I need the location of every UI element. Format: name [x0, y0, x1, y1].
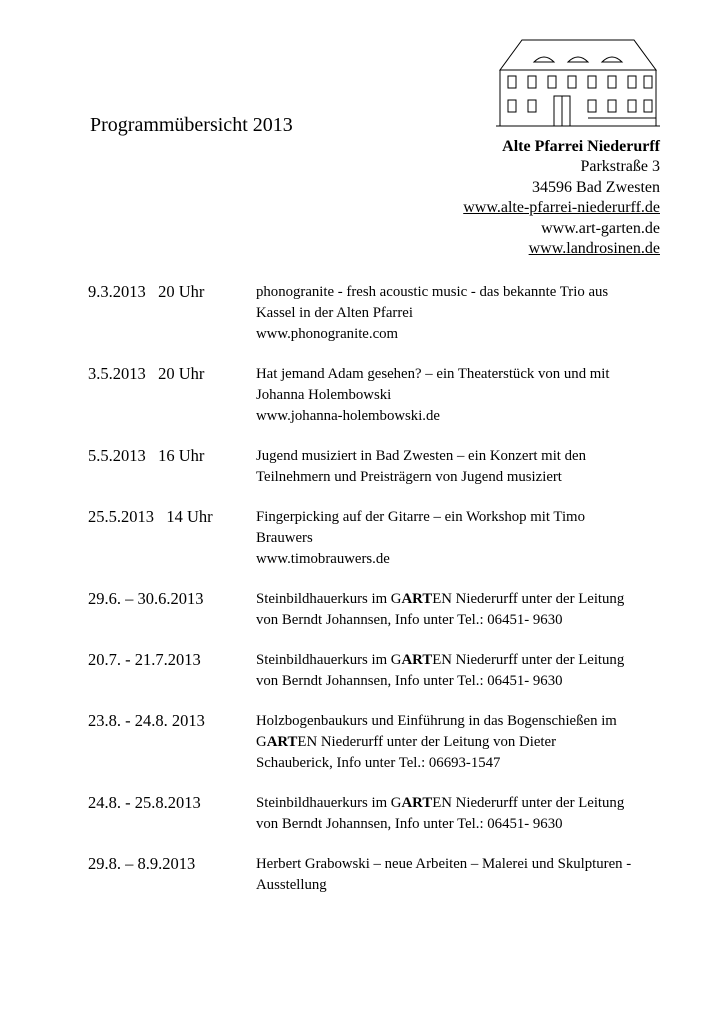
event-text-line: GARTEN Niederurff unter der Leitung von Dieter — [256, 734, 556, 750]
event-description — [256, 364, 668, 427]
event-row — [88, 507, 668, 570]
organization-name: Alte Pfarrei Niederurff — [502, 138, 660, 155]
website-link[interactable]: www.landrosinen.de — [528, 240, 660, 258]
event-date: 23.8. - 24.8. 2013 — [88, 711, 205, 730]
event-text-line: von Berndt Johannsen, Info unter Tel.: 06451- 9630 — [256, 816, 563, 832]
event-date: 29.6. – 30.6.2013 — [88, 589, 204, 608]
event-row — [88, 711, 668, 774]
event-date: 5.5.2013 16 Uhr — [88, 446, 205, 465]
event-description — [256, 446, 668, 488]
event-website: www.johanna-holembowski.de — [256, 408, 440, 424]
city: 34596 Bad Zwesten — [532, 178, 660, 196]
event-row — [88, 282, 668, 345]
event-text-line: Steinbildhauerkurs im GARTEN Niederurff unter der Leitung — [256, 795, 625, 811]
event-text-line: von Berndt Johannsen, Info unter Tel.: 06451- 9630 — [256, 673, 563, 689]
event-text-line: Herbert Grabowski – neue Arbeiten – Malerei und Skulpturen - — [256, 856, 632, 872]
event-description — [256, 507, 668, 570]
event-text-line: von Berndt Johannsen, Info unter Tel.: 06451- 9630 — [256, 612, 563, 628]
event-text-line: Steinbildhauerkurs im GARTEN Niederurff unter der Leitung — [256, 591, 625, 607]
event-text-line: Schauberick, Info unter Tel.: 06693-1547 — [256, 755, 501, 771]
event-date: 9.3.2013 20 Uhr — [88, 282, 205, 301]
event-text-line: Hat jemand Adam gesehen? – ein Theaterstück von und mit — [256, 366, 610, 382]
website-link[interactable]: www.art-garten.de — [541, 219, 660, 237]
event-description — [256, 589, 668, 631]
event-website: www.phonogranite.com — [256, 326, 399, 342]
street: Parkstraße 3 — [580, 158, 660, 176]
event-text-line: Fingerpicking auf der Gitarre – ein Workshop mit Timo — [256, 509, 585, 525]
event-description — [256, 650, 668, 692]
event-date: 24.8. - 25.8.2013 — [88, 793, 201, 812]
event-text-line: phonogranite - fresh acoustic music - das bekannte Trio aus — [256, 284, 609, 300]
event-row — [88, 650, 668, 692]
page-title: Programmübersicht 2013 — [90, 114, 293, 136]
website-link[interactable]: www.alte-pfarrei-niederurff.de — [463, 199, 660, 217]
house-logo — [492, 32, 664, 128]
event-row — [88, 854, 668, 896]
event-text-line: Kassel in der Alten Pfarrei — [256, 305, 413, 321]
event-list — [88, 282, 668, 915]
event-text-line: Holzbogenbaukurs und Einführung in das Bogenschießen im — [256, 713, 617, 729]
event-text-line: Brauwers — [256, 530, 313, 546]
event-date: 25.5.2013 14 Uhr — [88, 507, 213, 526]
event-text-line: Jugend musiziert in Bad Zwesten – ein Konzert mit den — [256, 448, 586, 464]
event-description — [256, 282, 668, 345]
event-row — [88, 589, 668, 631]
event-description — [256, 711, 668, 774]
event-row — [88, 364, 668, 427]
event-date: 3.5.2013 20 Uhr — [88, 364, 205, 383]
event-text-line: Johanna Holembowski — [256, 387, 392, 403]
event-date: 29.8. – 8.9.2013 — [88, 854, 196, 873]
event-description — [256, 854, 668, 896]
event-row — [88, 793, 668, 835]
event-text-line: Teilnehmern und Preisträgern von Jugend musiziert — [256, 469, 562, 485]
event-date: 20.7. - 21.7.2013 — [88, 650, 201, 669]
event-description — [256, 793, 668, 835]
address-block — [463, 137, 660, 259]
event-row — [88, 446, 668, 488]
event-text-line: Ausstellung — [256, 877, 327, 893]
event-website: www.timobrauwers.de — [256, 551, 390, 567]
event-text-line: Steinbildhauerkurs im GARTEN Niederurff unter der Leitung — [256, 652, 625, 668]
